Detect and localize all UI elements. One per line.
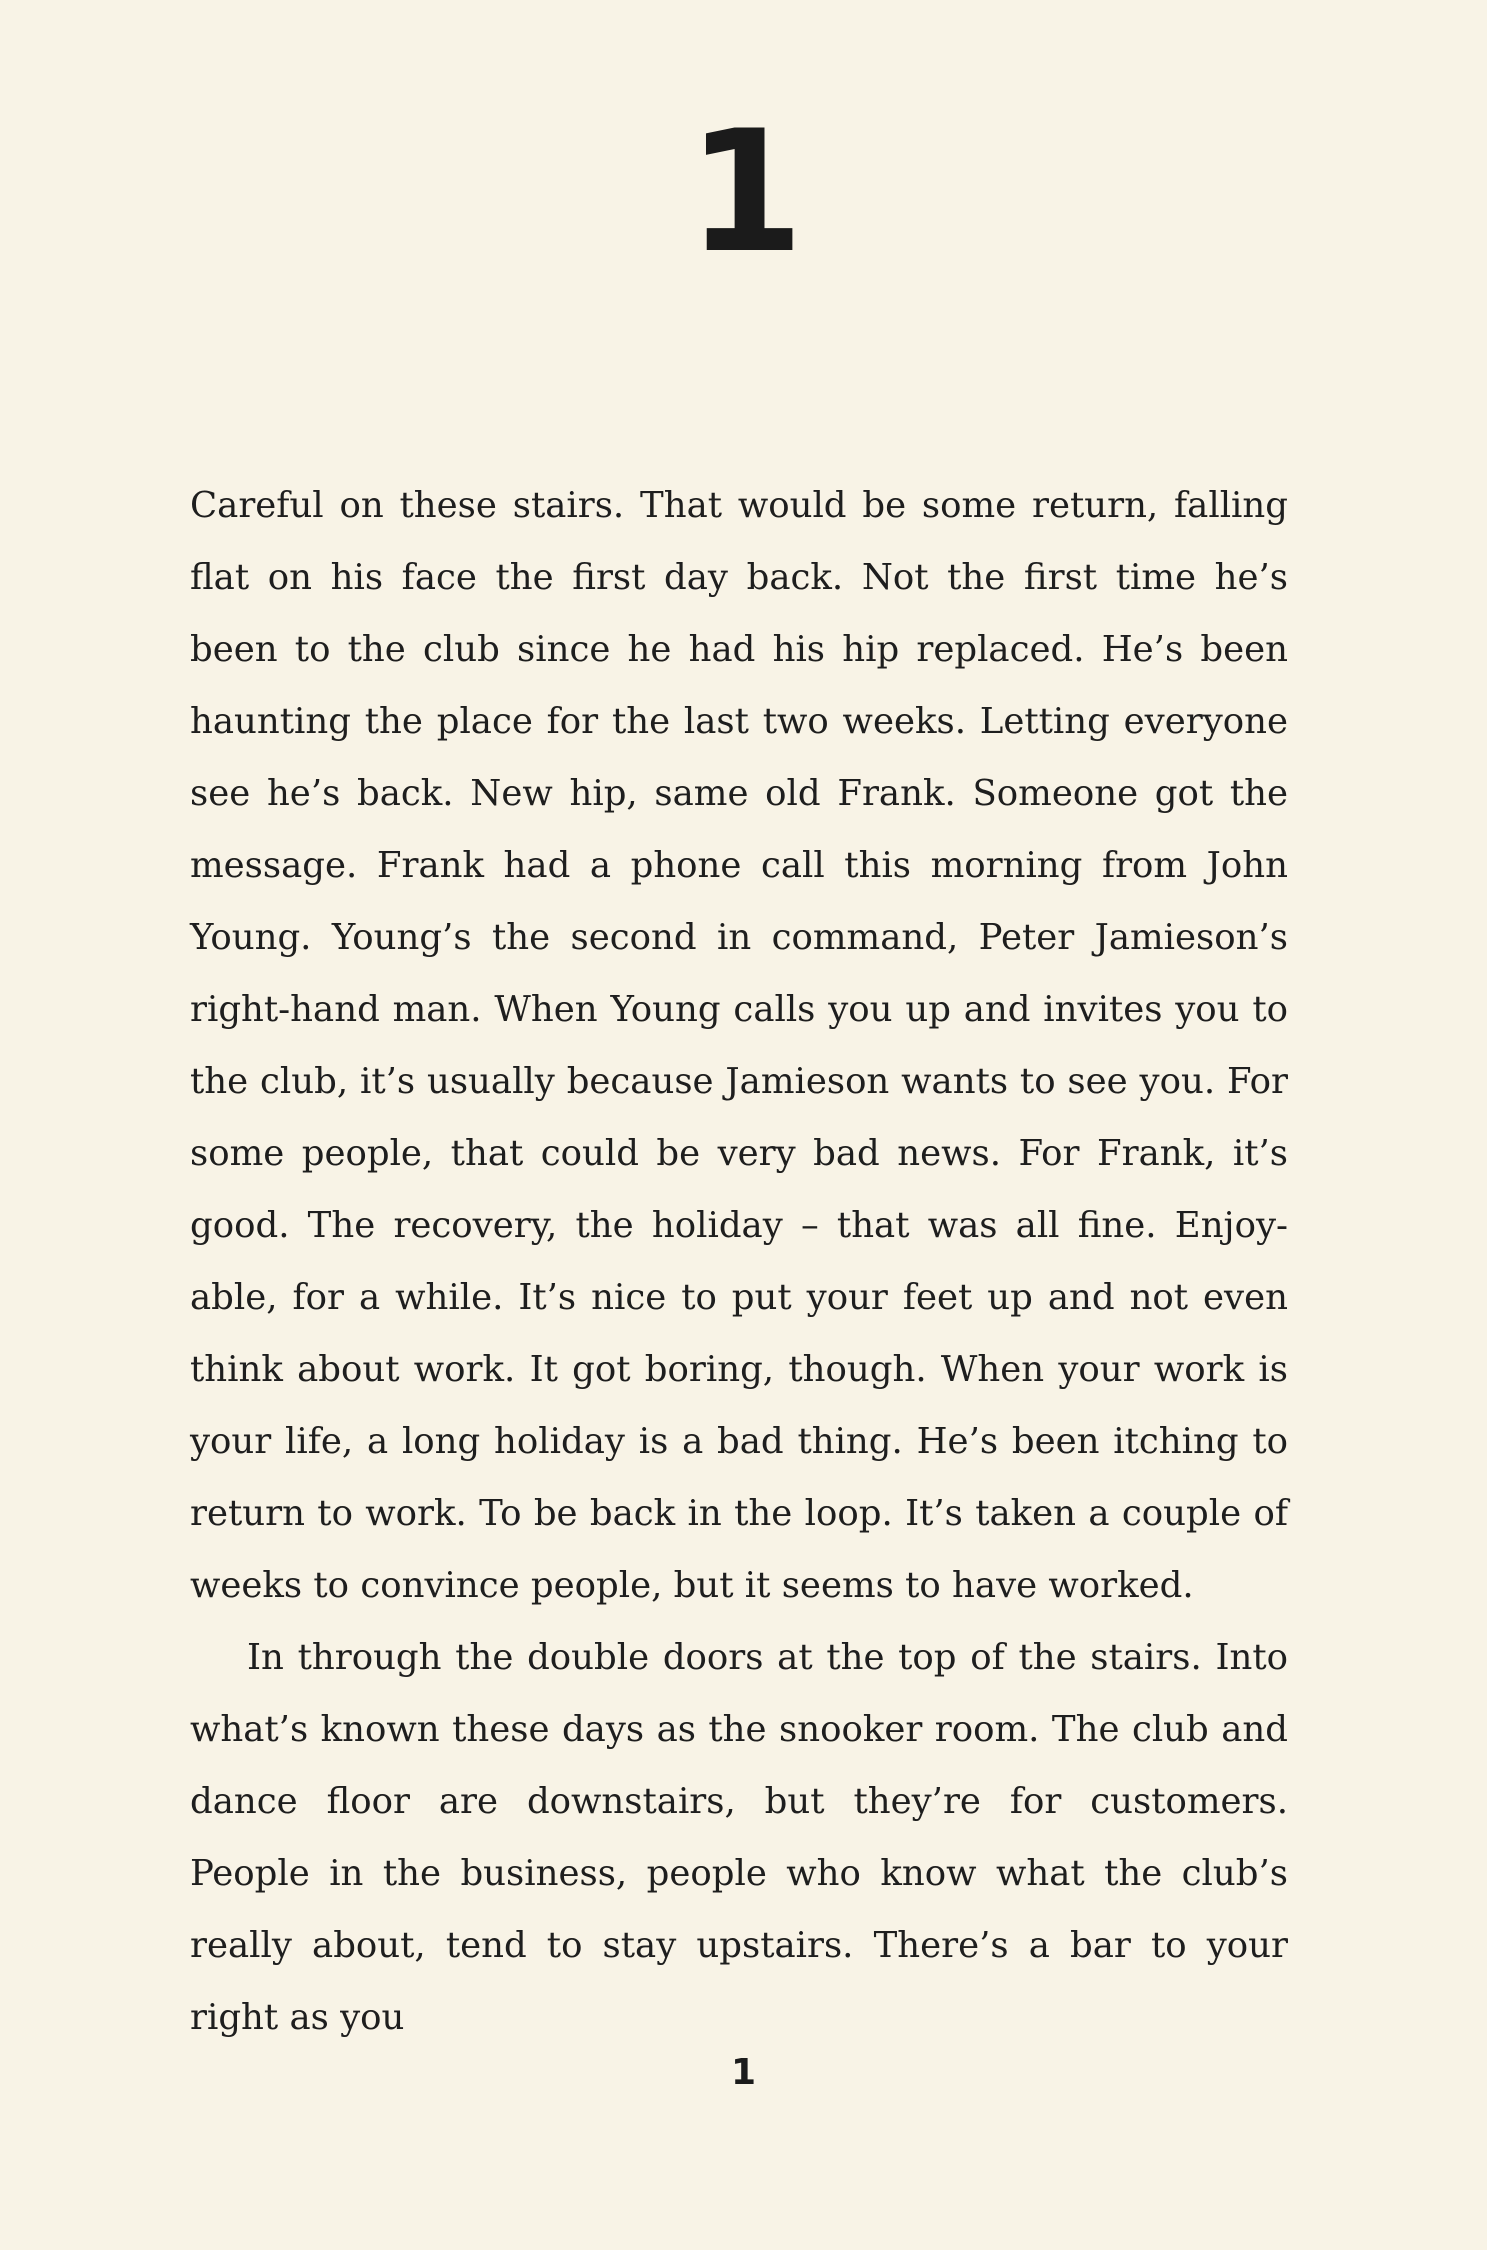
chapter-number: 1 <box>687 94 800 290</box>
page-number: 1 <box>730 2052 757 2093</box>
paragraph-2: In through the double doors at the top of the stairs. Into what’s known these days as the snooker room. The club and dance floor are downstairs, but they’re for customers. People in the business, people who know what the club’s really about, tend to stay upstairs. There’s a bar to your right as you <box>190 1637 1288 2038</box>
paragraph-1: Careful on these stairs. That would be some return, falling flat on his face the first day back. Not the first time he’s been to the club since he had his hip replaced. He’s been haunting the place for the last two weeks. Letting everyone see he’s back. New hip, same old Frank. Someone got the message. Frank had a phone call this morning from John Young. Young’s the second in command, Peter Jamieson’s right-hand man. When Young calls you up and invites you to the club, it’s usually because Jamieson wants to see you. For some people, that could be very bad news. For Frank, it’s good. The recovery, the holiday – that was all fine. Enjoyable, for a while. It’s nice to put your feet up and not even think about work. It got boring, though. When your work is your life, a long holiday is a bad thing. He’s been itching to return to work. To be back in the loop. It’s taken a couple of weeks to convince people, but it seems to have worked. <box>190 485 1288 1606</box>
chapter-body <box>190 470 1288 2054</box>
